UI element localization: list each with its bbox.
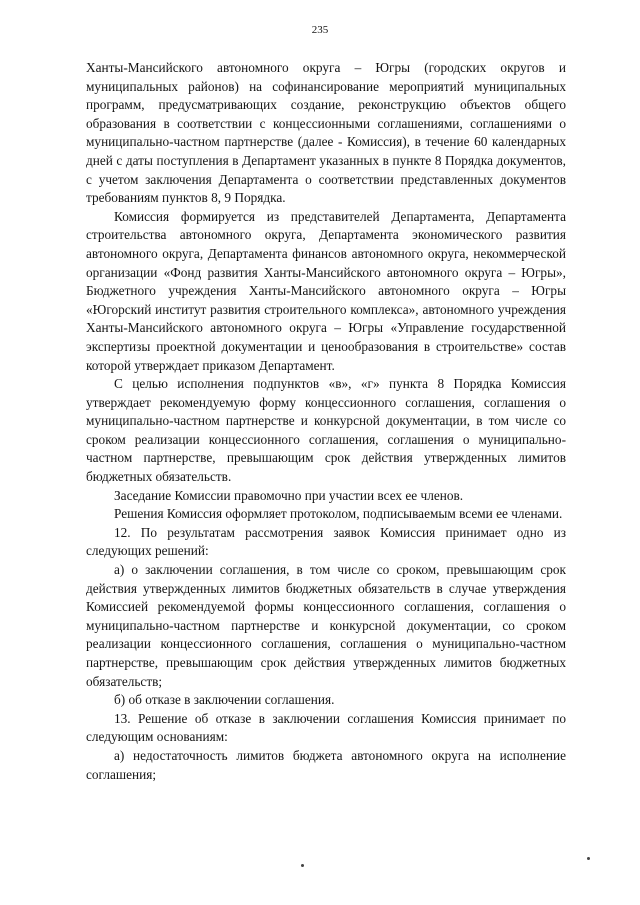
paragraph-commission-approval: С целью исполнения подпунктов «в», «г» пункта 8 Порядка Комиссия утверждает рекомендуемую форму концессионного соглашения, соглашения о муниципально-частном партнерстве и конкурсной документации, в том числе со сроком реализации концессионного соглашения, соглашения о муниципально-частном партнерстве, превышающим срок действия утвержденных лимитов бюджетных обязательств.	[86, 376, 566, 485]
paragraph-item-13: 13. Решение об отказе в заключении соглашения Комиссия принимает по следующим основаниям:	[86, 710, 566, 745]
paragraph-item-13a: а) недостаточность лимитов бюджета автономного округа на исполнение соглашения;	[86, 747, 566, 782]
paragraph-item-12: 12. По результатам рассмотрения заявок Комиссия принимает одно из следующих решений:	[86, 524, 566, 559]
paragraph-quorum: Заседание Комиссии правомочно при участии всех ее членов.	[114, 487, 464, 503]
document-body	[86, 59, 566, 784]
paragraph-continuation: Ханты-Мансийского автономного округа – Югры (городских округов и муниципальных районов) на софинансирование мероприятий муниципальных программ, предусматривающих создание, реконструкцию объектов общего образования в соответствии с концессионными соглашениями, соглашениями о муниципально-частном партнерстве (далее - Комиссия), в течение 60 календарных дней с даты поступления в Департамент указанных в пункте 8 Порядка документов, с учетом заключения Департамента о соответствии представленных документов требованиям пунктов 8, 9 Порядка.	[86, 60, 566, 206]
paragraph-commission-composition: Комиссия формируется из представителей Департамента, Департамента строительства автономного округа, Департамента экономического развития автономного округа, Департамента финансов автономного округа, некоммерческой организации «Фонд развития Ханты-Мансийского автономного округа – Югры», Бюджетного учреждения Ханты-Мансийского автономного округа – Югры «Югорский институт развития строительного комплекса», автономного учреждения Ханты-Мансийского автономного округа – Югры «Управление государственной экспертизы проектной документации и ценообразования в строительстве» состав которой утверждает приказом Департамент.	[86, 208, 566, 373]
scan-speck	[587, 857, 590, 860]
paragraph-item-12b: б) об отказе в заключении соглашения.	[114, 692, 335, 708]
page-number: 235	[311, 24, 329, 36]
paragraph-protocol: Решения Комиссия оформляет протоколом, подписываемым всеми ее членами.	[114, 506, 563, 522]
scan-speck	[301, 864, 304, 867]
paragraph-item-12a: а) о заключении соглашения, в том числе со сроком, превышающим срок действия утвержденных лимитов бюджетных обязательств в случае утверждения Комиссией рекомендуемой формы концессионного соглашения, соглашения о муниципально-частном партнерстве и конкурсной документации, со сроком реализации концессионного соглашения, соглашения о муниципально-частном партнерстве, превышающим срок действия утвержденных лимитов бюджетных обязательств;	[86, 562, 566, 689]
